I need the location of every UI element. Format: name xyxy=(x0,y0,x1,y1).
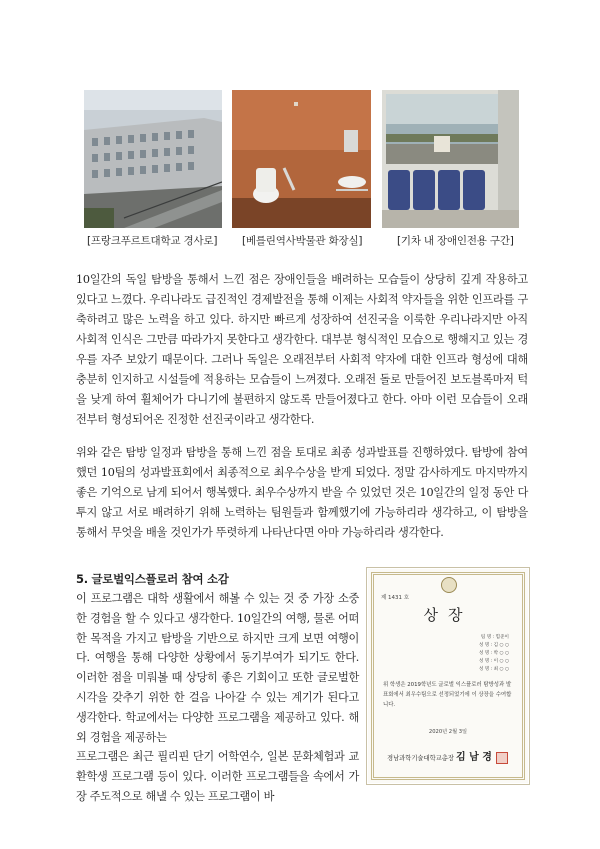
certificate-date: 2020년 2월 3일 xyxy=(428,729,468,735)
issuer-title: 경남과학기술대학교총장 xyxy=(387,755,454,762)
paragraph-germany-impressions: 10일간의 독일 탐방을 통해서 느낀 점은 장애인들을 배려하는 모습들이 상당히 깊게 작용하고 있다고 느꼈다. 우리나라도 급진적인 경제발전을 통해 이제는 사회적 약자들을 위한 인프라를 구축하려고 많은 노력을 하고 있다. 하지만 빠르게 성장하여 선진국을 이룩한 우리나라지만 아직 사회적 인식은 그만큼 따라가지 못한다고 생각한다. 대부분 형식적인 모습으로 행해지고 있는 경우를 자주 보았기 때문이다. 그러나 독일은 오래전부터 사회적 약자에 대한 인프라 형성에 대해 충분히 인지하고 시설들에 적용하는 모습들이 느껴졌다. 오래전 돌로 만들어진 보도블록마저 턱을 낮게 하여 휠체어가 다니기에 불편하지 않도록 만들어졌다고 한다. 아마 이런 모습들이 오래전부터 형성되어온 진정한 선진국이라고 생각한다. xyxy=(76,273,528,426)
recipient-line: 성 명 : 박 ○ ○ xyxy=(478,651,509,656)
recipient-line: 팀 명 : 힘준이 xyxy=(480,635,509,640)
recipient-line: 성 명 : 이 ○ ○ xyxy=(478,659,509,664)
certificate-recipients xyxy=(479,634,509,674)
certificate-issuer xyxy=(387,748,523,764)
paragraph-final-presentation: 위와 같은 탐방 일정과 탐방을 통해 느낀 점을 토대로 최종 성과발표를 진행하였다. 탐방에 참여했던 10팀의 성과발표회에서 최종적으로 최우수상을 받게 되었다. 정말 감사하게도 마지막까지 좋은 기억으로 남게 되어서 행복했다. 최우수상까지 받을 수 있었던 것은 10일간의 일정 동안 다투지 않고 서로 배려하기 위해 노력하는 팀원들과 함께했기에 가능하리라 생각하고, 이 탐방을 통해서 무엇을 배울 것인가가 뚜렷하게 나타난다면 아마 가능하리라 생각한다. xyxy=(76,446,528,539)
paragraph-program-review: 이 프로그램은 대학 생활에서 해볼 수 있는 것 중 가장 소중한 경험을 할 수 있다고 생각한다. 10일간의 여행, 물론 어떠한 목적을 가지고 탐방을 기반으로 하지만 크게 보면 여행이다. 여행을 통해 다양한 상황에서 동기부여가 되기도 한다. 이러한 점을 미뤄볼 때 상당히 좋은 기회이고 또한 글로벌한 시각을 갖추기 위한 한 걸음 나아갈 수 있는 계기가 된다고 생각한다. 학교에서는 다양한 프로그램을 제공하고 있다. 해외 경험을 제공하는 xyxy=(76,592,359,744)
award-certificate-image xyxy=(366,567,530,785)
photo-museum-restroom xyxy=(232,90,371,228)
photo-university-ramp xyxy=(84,90,222,228)
seal-stamp-icon xyxy=(496,752,508,764)
recipient-line: 성 명 : 김 ○ ○ xyxy=(478,643,509,648)
certificate-title: 상장 xyxy=(423,606,473,624)
issuer-name: 김 남 경 xyxy=(455,752,492,763)
photo-train-seats xyxy=(382,90,519,228)
caption-photo3: [기차 내 장애인전용 구간] xyxy=(397,235,514,247)
recipient-line: 성 명 : 최 ○ ○ xyxy=(478,667,509,672)
caption-photo1: [프랑크푸르트대학교 경사로] xyxy=(87,235,218,247)
paragraph-program-review-continued: 프로그램은 최근 필리핀 단기 어학연수, 일본 문화체험과 교환학생 프로그램 등이 있다. 이러한 프로그램들을 속에서 가장 주도적으로 해낼 수 있는 프로그램이 바 xyxy=(76,750,359,803)
caption-photo2: [베를린역사박물관 화장실] xyxy=(242,235,363,247)
emblem-icon xyxy=(441,577,457,593)
certificate-number: 제 1431 호 xyxy=(381,595,410,601)
certificate-body: 위 학생은 2019학년도 글로벌 익스플로러 탐방성과 발표회에서 최우수팀으로 선정되었기에 이 상장을 수여합니다. xyxy=(383,682,512,708)
section-heading: 5. 글로벌익스플로러 참여 소감 xyxy=(76,572,229,586)
